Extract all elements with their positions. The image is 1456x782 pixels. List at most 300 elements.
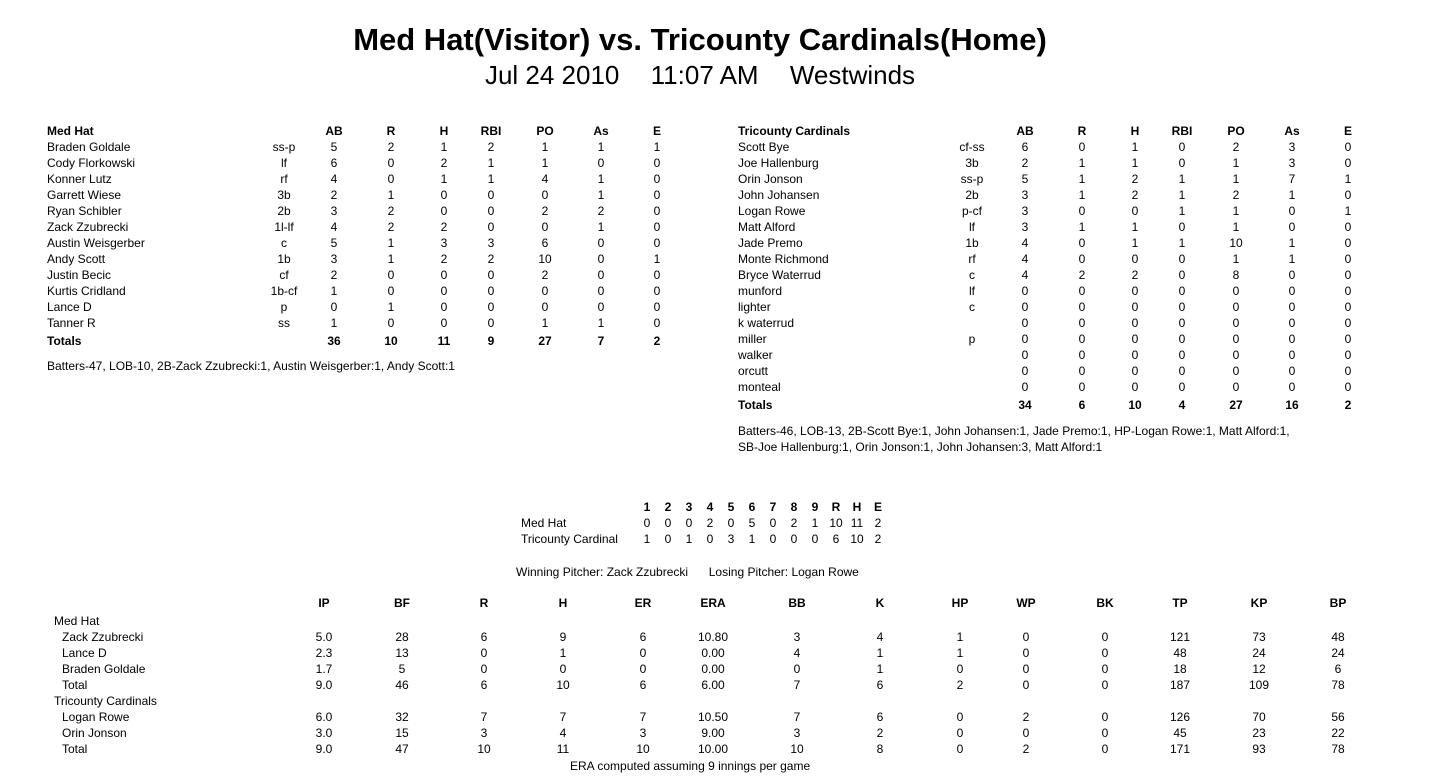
- stat-cell: 0: [487, 204, 495, 218]
- stat-cell: 0: [653, 300, 661, 314]
- stat-cell: 2: [1131, 172, 1139, 186]
- stat-cell: 0: [653, 156, 661, 170]
- pitching-cell: 10: [790, 742, 804, 756]
- pitching-cell: 0: [793, 662, 801, 676]
- linescore-col-header: 4: [706, 500, 714, 514]
- batting-row: [0, 347, 1456, 363]
- linescore-team: Tricounty Cardinal: [521, 532, 618, 546]
- stat-cell: 2: [440, 156, 448, 170]
- stat-cell: 1: [1078, 188, 1086, 202]
- stat-cell: 0: [1288, 316, 1296, 330]
- totals-cell: 9: [487, 334, 495, 348]
- stat-cell: 0: [1344, 140, 1352, 154]
- pitching-cell: 48: [1331, 630, 1345, 644]
- pitcher-name: Total: [62, 678, 88, 692]
- stat-cell: 1: [387, 188, 395, 202]
- player-name: orcutt: [738, 364, 769, 378]
- totals-cell: 7: [597, 334, 605, 348]
- pitching-cell: 0: [1022, 630, 1030, 644]
- linescore-cell: 1: [811, 516, 819, 530]
- stat-cell: 0: [1131, 316, 1139, 330]
- player-name: munford: [738, 284, 783, 298]
- player-position: p: [280, 300, 288, 314]
- linescore-cell: 0: [685, 516, 693, 530]
- pitching-cell: 2: [1022, 710, 1030, 724]
- pitching-col-header: KP: [1250, 596, 1268, 610]
- stat-cell: 0: [387, 316, 395, 330]
- stat-cell: 0: [1344, 300, 1352, 314]
- pitching-cell: 10: [556, 678, 570, 692]
- col-header-h: H: [1130, 124, 1140, 138]
- stat-cell: 0: [1078, 236, 1086, 250]
- col-header-e: E: [1343, 124, 1352, 138]
- pitching-cell: 2: [956, 678, 964, 692]
- pitching-cell: 0: [1101, 678, 1109, 692]
- home-batting-header: [0, 123, 1456, 139]
- stat-cell: 0: [330, 300, 338, 314]
- stat-cell: 0: [1288, 204, 1296, 218]
- pitching-col-header: ER: [634, 596, 652, 610]
- stat-cell: 0: [653, 204, 661, 218]
- player-name: lighter: [738, 300, 771, 314]
- linescore-cell: 0: [811, 532, 819, 546]
- stat-cell: 1: [440, 140, 448, 154]
- stat-cell: 1: [487, 172, 495, 186]
- player-position: 1b-cf: [270, 284, 298, 298]
- stat-cell: 2: [1131, 188, 1139, 202]
- stat-cell: 0: [487, 284, 495, 298]
- stat-cell: 1: [387, 236, 395, 250]
- stat-cell: 4: [330, 220, 338, 234]
- batting-row: [0, 171, 1456, 187]
- pitching-cell: 5.0: [315, 630, 333, 644]
- player-name: Zack Zzubrecki: [47, 220, 129, 234]
- pitcher-name: Zack Zzubrecki: [62, 630, 144, 644]
- stat-cell: 0: [1344, 348, 1352, 362]
- pitching-cell: 6: [480, 678, 488, 692]
- stat-cell: 2: [1078, 268, 1086, 282]
- stat-cell: 0: [597, 156, 605, 170]
- batting-row: [0, 187, 1456, 203]
- linescore-col-header: 7: [769, 500, 777, 514]
- pitching-col-header: BB: [788, 596, 806, 610]
- pitching-row-pitcher: [0, 645, 1456, 661]
- stat-cell: 1: [487, 156, 495, 170]
- pitching-cell: 2: [1022, 742, 1030, 756]
- stat-cell: 4: [541, 172, 549, 186]
- pitching-cell: 0: [639, 646, 647, 660]
- batting-row: [0, 235, 1456, 251]
- pitching-col-header: ERA: [700, 596, 726, 610]
- stat-cell: 0: [1288, 284, 1296, 298]
- pitching-cell: 0: [480, 646, 488, 660]
- col-header-po: PO: [536, 124, 554, 138]
- losing-pitcher: Losing Pitcher: Logan Rowe: [708, 565, 859, 579]
- stat-cell: 0: [440, 188, 448, 202]
- stat-cell: 0: [1232, 284, 1240, 298]
- pitcher-name: Lance D: [62, 646, 107, 660]
- player-position: p: [968, 332, 976, 346]
- pitching-cell: 3.0: [315, 726, 333, 740]
- stat-cell: 1: [1288, 236, 1296, 250]
- pitching-cell: 0: [1101, 646, 1109, 660]
- col-header-ab: AB: [325, 124, 343, 138]
- linescore-cell: 10: [850, 532, 864, 546]
- stat-cell: 1: [1288, 252, 1296, 266]
- linescore-cell: 6: [832, 532, 840, 546]
- stat-cell: 0: [653, 172, 661, 186]
- player-name: monteal: [738, 380, 781, 394]
- stat-cell: 0: [1178, 300, 1186, 314]
- linescore-col-header: 3: [685, 500, 693, 514]
- linescore-col-header: 2: [664, 500, 672, 514]
- stat-cell: 0: [1021, 332, 1029, 346]
- stat-cell: 0: [1232, 348, 1240, 362]
- stat-cell: 0: [1021, 316, 1029, 330]
- stat-cell: 1: [597, 172, 605, 186]
- pitching-cell: 6: [876, 678, 884, 692]
- batting-row: [0, 283, 1456, 299]
- pitching-cell: 10.50: [697, 710, 729, 724]
- player-name: Lance D: [47, 300, 92, 314]
- home-totals-row: [0, 397, 1456, 413]
- pitching-cell: 6: [639, 630, 647, 644]
- player-name: Braden Goldale: [47, 140, 131, 154]
- stat-cell: 7: [1288, 172, 1296, 186]
- stat-cell: 2: [1232, 140, 1240, 154]
- totals-cell: 27: [538, 334, 552, 348]
- pitching-cell: 32: [395, 710, 409, 724]
- stat-cell: 0: [1344, 236, 1352, 250]
- stat-cell: 0: [1078, 332, 1086, 346]
- pitching-cell: 6: [1334, 662, 1342, 676]
- linescore-cell: 2: [790, 516, 798, 530]
- stat-cell: 1: [597, 140, 605, 154]
- stat-cell: 0: [1078, 284, 1086, 298]
- col-header-as: As: [1284, 124, 1300, 138]
- stat-cell: 0: [597, 236, 605, 250]
- stat-cell: 0: [1178, 380, 1186, 394]
- totals-cell: 27: [1229, 398, 1243, 412]
- pitching-cell: 18: [1173, 662, 1187, 676]
- pitching-cell: 1.7: [315, 662, 333, 676]
- stat-cell: 3: [330, 252, 338, 266]
- linescore-cell: 1: [748, 532, 756, 546]
- pitching-cell: 0: [1101, 630, 1109, 644]
- pitching-cell: 70: [1252, 710, 1266, 724]
- game-time: 11:07 AM: [650, 60, 759, 90]
- stat-cell: 0: [1344, 284, 1352, 298]
- stat-cell: 1: [597, 220, 605, 234]
- stat-cell: 3: [1021, 220, 1029, 234]
- stat-cell: 0: [1021, 380, 1029, 394]
- totals-cell: 34: [1018, 398, 1032, 412]
- stat-cell: 2: [487, 252, 495, 266]
- game-subtitle: [0, 60, 1400, 91]
- pitching-cell: 126: [1169, 710, 1191, 724]
- stat-cell: 0: [1131, 364, 1139, 378]
- pitching-team-name: Tricounty Cardinals: [54, 694, 157, 708]
- player-position: ss: [278, 316, 290, 330]
- pitching-cell: 78: [1331, 742, 1345, 756]
- pitching-cell: 2.3: [315, 646, 333, 660]
- stat-cell: 0: [387, 172, 395, 186]
- batting-row: [0, 299, 1456, 315]
- stat-cell: 0: [1178, 268, 1186, 282]
- stat-cell: 0: [653, 236, 661, 250]
- totals-cell: 16: [1285, 398, 1299, 412]
- stat-cell: 0: [1178, 220, 1186, 234]
- stat-cell: 1: [541, 156, 549, 170]
- batting-row: [0, 379, 1456, 395]
- linescore-col-header: E: [873, 500, 882, 514]
- totals-cell: 10: [1128, 398, 1142, 412]
- pitching-cell: 0: [1022, 646, 1030, 660]
- batting-row: [0, 251, 1456, 267]
- stat-cell: 0: [1344, 364, 1352, 378]
- player-position: 2b: [277, 204, 291, 218]
- stat-cell: 1: [1078, 172, 1086, 186]
- stat-cell: 1: [1078, 220, 1086, 234]
- stat-cell: 1: [597, 316, 605, 330]
- pitching-cell: 11: [556, 742, 570, 756]
- pitching-cell: 1: [876, 646, 884, 660]
- player-position: 3b: [277, 188, 291, 202]
- game-date: Jul 24 2010: [484, 60, 620, 90]
- home-batting-notes: SB-Joe Hallenburg:1, Orin Jonson:1, John Johansen:3, Matt Alford:1: [738, 440, 1103, 454]
- player-name: Scott Bye: [738, 140, 790, 154]
- stat-cell: 10: [538, 252, 552, 266]
- stat-cell: 0: [653, 284, 661, 298]
- pitching-cell: 0.00: [701, 646, 725, 660]
- stat-cell: 3: [330, 204, 338, 218]
- pitching-row-team: [0, 613, 1456, 629]
- player-position: c: [969, 300, 975, 314]
- stat-cell: 0: [1078, 204, 1086, 218]
- stat-cell: 0: [440, 300, 448, 314]
- stat-cell: 0: [387, 284, 395, 298]
- pitching-cell: 2: [876, 726, 884, 740]
- batting-row: [0, 363, 1456, 379]
- stat-cell: 0: [1131, 300, 1139, 314]
- stat-cell: 0: [487, 268, 495, 282]
- stat-cell: 0: [440, 316, 448, 330]
- stat-cell: 0: [487, 220, 495, 234]
- linescore-header: [0, 499, 1456, 515]
- stat-cell: 0: [1288, 268, 1296, 282]
- pitching-cell: 8: [876, 742, 884, 756]
- stat-cell: 1: [1288, 188, 1296, 202]
- stat-cell: 1: [1344, 204, 1352, 218]
- player-name: Cody Florkowski: [47, 156, 136, 170]
- pitching-cell: 0: [1022, 678, 1030, 692]
- totals-cell: 36: [327, 334, 341, 348]
- stat-cell: 0: [1078, 364, 1086, 378]
- col-header-e: E: [652, 124, 661, 138]
- stat-cell: 0: [653, 316, 661, 330]
- player-name: Austin Weisgerber: [47, 236, 145, 250]
- stat-cell: 0: [541, 220, 549, 234]
- stat-cell: 0: [1344, 380, 1352, 394]
- player-name: Bryce Waterrud: [738, 268, 821, 282]
- pitching-col-header: BP: [1329, 596, 1347, 610]
- stat-cell: 10: [1229, 236, 1243, 250]
- player-name: miller: [738, 332, 767, 346]
- stat-cell: 1: [1178, 188, 1186, 202]
- batting-row: [0, 315, 1456, 331]
- col-header-as: As: [593, 124, 609, 138]
- pitching-cell: 0: [1022, 726, 1030, 740]
- linescore-cell: 11: [850, 516, 864, 530]
- pitching-cell: 47: [395, 742, 409, 756]
- pitching-cell: 7: [559, 710, 567, 724]
- stat-cell: 2: [387, 140, 395, 154]
- linescore-cell: 0: [727, 516, 735, 530]
- pitching-cell: 48: [1173, 646, 1187, 660]
- linescore-cell: 0: [790, 532, 798, 546]
- stat-cell: 0: [1344, 188, 1352, 202]
- pitching-row-total: [0, 741, 1456, 757]
- linescore-cell: 10: [829, 516, 843, 530]
- stat-cell: 0: [1131, 204, 1139, 218]
- stat-cell: 3: [1021, 204, 1029, 218]
- stat-cell: 1: [1344, 172, 1352, 186]
- player-name: Kurtis Cridland: [47, 284, 126, 298]
- pitching-row-pitcher: [0, 661, 1456, 677]
- stat-cell: 0: [440, 204, 448, 218]
- player-name: Monte Richmond: [738, 252, 829, 266]
- pitching-cell: 9.00: [701, 726, 725, 740]
- player-name: Justin Becic: [47, 268, 112, 282]
- pitching-cell: 23: [1252, 726, 1266, 740]
- pitcher-name: Braden Goldale: [62, 662, 146, 676]
- stat-cell: 0: [1131, 380, 1139, 394]
- stat-cell: 0: [1021, 348, 1029, 362]
- stat-cell: 0: [1078, 316, 1086, 330]
- stat-cell: 3: [1288, 156, 1296, 170]
- pitching-cell: 3: [793, 726, 801, 740]
- stat-cell: 1: [387, 300, 395, 314]
- player-position: 1l-lf: [274, 220, 294, 234]
- stat-cell: 0: [1232, 332, 1240, 346]
- pitching-cell: 10.80: [697, 630, 729, 644]
- linescore-cell: 2: [874, 532, 882, 546]
- linescore-col-header: H: [852, 500, 862, 514]
- player-name: Jade Premo: [738, 236, 803, 250]
- player-position: lf: [969, 284, 975, 298]
- pitching-cell: 7: [793, 710, 801, 724]
- stat-cell: 0: [541, 188, 549, 202]
- stat-cell: 0: [1288, 380, 1296, 394]
- player-position: 2b: [965, 188, 979, 202]
- stat-cell: 1: [440, 172, 448, 186]
- pitching-cell: 13: [395, 646, 409, 660]
- pitching-cell: 6: [480, 630, 488, 644]
- stat-cell: 3: [487, 236, 495, 250]
- stat-cell: 1: [1232, 172, 1240, 186]
- stat-cell: 0: [1344, 332, 1352, 346]
- player-name: Andy Scott: [47, 252, 106, 266]
- pitching-cell: 46: [395, 678, 409, 692]
- stat-cell: 0: [1021, 364, 1029, 378]
- stat-cell: 1: [541, 316, 549, 330]
- player-position: 1b: [965, 236, 979, 250]
- stat-cell: 6: [1021, 140, 1029, 154]
- batting-row: [0, 203, 1456, 219]
- stat-cell: 2: [1232, 188, 1240, 202]
- pitching-cell: 3: [793, 630, 801, 644]
- stat-cell: 4: [330, 172, 338, 186]
- pitching-cell: 1: [559, 646, 567, 660]
- col-header-rbi: RBI: [1171, 124, 1193, 138]
- linescore-team: Med Hat: [521, 516, 567, 530]
- stat-cell: 1: [597, 188, 605, 202]
- batting-row: [0, 219, 1456, 235]
- stat-cell: 3: [1288, 140, 1296, 154]
- pitching-cell: 0: [480, 662, 488, 676]
- pitching-cell: 171: [1169, 742, 1191, 756]
- player-position: rf: [280, 172, 288, 186]
- player-position: p-cf: [961, 204, 982, 218]
- pitching-cell: 0: [956, 710, 964, 724]
- stat-cell: 1: [1232, 252, 1240, 266]
- stat-cell: 1: [1232, 204, 1240, 218]
- player-position: 1b: [277, 252, 291, 266]
- stat-cell: 2: [1021, 156, 1029, 170]
- stat-cell: 0: [1131, 284, 1139, 298]
- pitching-cell: 1: [956, 646, 964, 660]
- col-header-rbi: RBI: [480, 124, 502, 138]
- player-position: ss-p: [960, 172, 984, 186]
- stat-cell: 5: [330, 140, 338, 154]
- stat-cell: 0: [1178, 316, 1186, 330]
- stat-cell: 0: [1288, 348, 1296, 362]
- totals-cell: 11: [437, 334, 451, 348]
- player-name: Joe Hallenburg: [738, 156, 819, 170]
- stat-cell: 0: [1288, 332, 1296, 346]
- stat-cell: 5: [330, 236, 338, 250]
- pitching-cell: 0: [956, 742, 964, 756]
- stat-cell: 2: [387, 204, 395, 218]
- stat-cell: 1: [653, 252, 661, 266]
- player-position: lf: [969, 220, 975, 234]
- pitching-team-name: Med Hat: [54, 614, 100, 628]
- stat-cell: 1: [1232, 156, 1240, 170]
- stat-cell: 0: [1078, 300, 1086, 314]
- pitching-row-pitcher: [0, 709, 1456, 725]
- col-header-r: R: [1077, 124, 1087, 138]
- stat-cell: 0: [1021, 300, 1029, 314]
- player-position: cf-ss: [959, 140, 985, 154]
- pitching-cell: 78: [1331, 678, 1345, 692]
- pitcher-name: Logan Rowe: [62, 710, 130, 724]
- pitching-cell: 9: [559, 630, 567, 644]
- player-position: 3b: [965, 156, 979, 170]
- pitching-cell: 24: [1252, 646, 1266, 660]
- stat-cell: 0: [1178, 284, 1186, 298]
- home-batting-notes: Batters-46, LOB-13, 2B-Scott Bye:1, John Johansen:1, Jade Premo:1, HP-Logan Rowe:1, Matt Alford:1,: [738, 424, 1290, 438]
- totals-label: Totals: [47, 334, 82, 348]
- stat-cell: 0: [1178, 332, 1186, 346]
- stat-cell: 0: [1178, 252, 1186, 266]
- linescore-col-header: 6: [748, 500, 756, 514]
- pitching-cell: 56: [1331, 710, 1345, 724]
- pitching-cell: 0.00: [701, 662, 725, 676]
- pitching-cell: 93: [1252, 742, 1266, 756]
- stat-cell: 0: [597, 268, 605, 282]
- pitching-cell: 0: [1101, 726, 1109, 740]
- pitching-cell: 4: [559, 726, 567, 740]
